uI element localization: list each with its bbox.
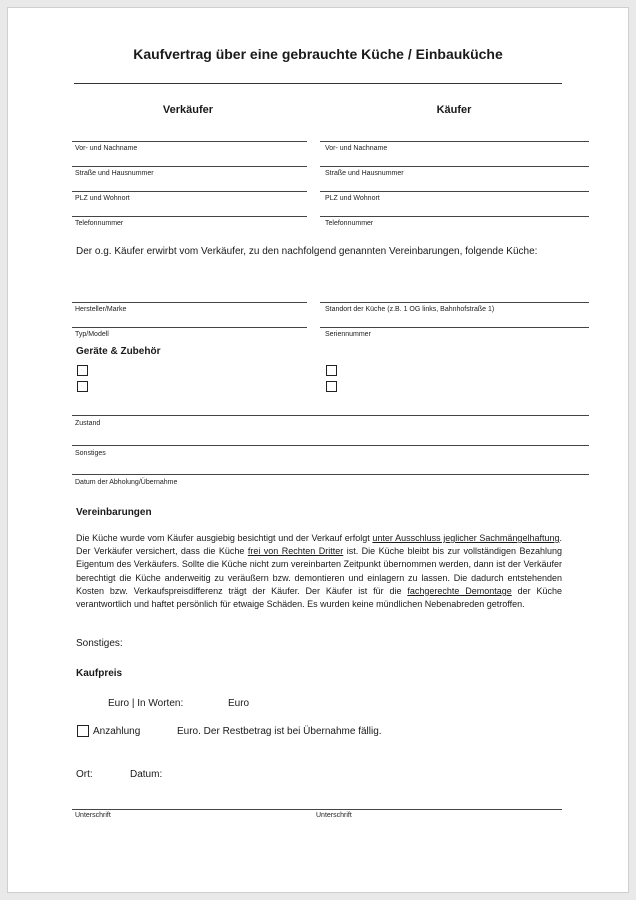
model-label: Typ/Modell [75, 331, 109, 338]
seller-street-label: Straße und Hausnummer [75, 170, 154, 177]
date-label: Datum: [130, 769, 163, 780]
device-checkbox-1[interactable] [77, 365, 88, 376]
pickup-label: Datum der Abholung/Übernahme [75, 479, 178, 486]
serial-label: Seriennummer [325, 331, 371, 338]
title-rule [74, 83, 562, 84]
agreement-text-3: ist. Die Küche bleibt bis zur vollständigen Bezahlung Eigentum des Verkäufers. Sollte die Küche nicht zum vereinbarten Zeitpunkt übernommen werden, dann ist der Verkäufer berechtigt die Küche anderweitig zu veräußern bzw. demontieren und einlagern zu lassen. Die dadurch entstehenden Kosten bzw. Verkaufspreisdifferenz trägt der Käufer. Der Käufer ist für die [76, 546, 563, 596]
buyer-name-line[interactable] [320, 141, 589, 142]
device-checkbox-4[interactable] [326, 381, 337, 392]
agreement-underline-1: unter Ausschluss jeglicher Sachmängelhaftung [372, 533, 560, 543]
pickup-line[interactable] [72, 474, 589, 475]
agreement-underline-3: fachgerechte Demontage [407, 585, 512, 596]
agreement-underline-2: frei von Rechten Dritter [247, 546, 344, 557]
seller-heading: Verkäufer [162, 104, 214, 116]
agreement-text-4: der Küche verantwortlich und haftet persönlich für etwaige Schäden. Es wurden keine mündlichen Nebenabreden getroffen. [76, 585, 562, 610]
deposit-label: Anzahlung [93, 726, 141, 737]
document-title: Kaufvertrag über eine gebrauchte Küche / Einbauküche [133, 46, 503, 62]
place-label: Ort: [76, 769, 93, 780]
seller-city-label: PLZ und Wohnort [75, 195, 130, 202]
buyer-phone-label: Telefonnummer [325, 220, 374, 227]
signature-right-label: Unterschrift [316, 812, 352, 819]
price-euro-words: Euro | In Worten: [108, 698, 184, 709]
seller-name-line[interactable] [72, 141, 307, 142]
model-line[interactable] [72, 327, 307, 328]
location-label: Standort der Küche (z.B. 1 OG links, Bahnhofstraße 1) [325, 306, 495, 313]
condition-line[interactable] [72, 415, 589, 416]
sonstiges-field: Sonstiges: [76, 638, 123, 649]
agreements-heading: Vereinbarungen [76, 507, 152, 518]
seller-phone-label: Telefonnummer [75, 220, 124, 227]
intro-text: Der o.g. Käufer erwirbt vom Verkäufer, zu den nachfolgend genannten Vereinbarungen, folgende Küche: [76, 246, 538, 257]
condition-label: Zustand [75, 420, 101, 427]
signature-line[interactable] [72, 809, 562, 810]
location-line[interactable] [320, 302, 589, 303]
seller-phone-line[interactable] [72, 216, 307, 217]
agreement-text-1: Die Küche wurde vom Käufer ausgiebig besichtigt und der Verkauf erfolgt [76, 533, 373, 543]
manufacturer-line[interactable] [72, 302, 307, 303]
devices-heading: Geräte & Zubehör [76, 346, 161, 357]
other-label: Sonstiges [75, 450, 106, 457]
deposit-checkbox[interactable] [77, 725, 89, 737]
buyer-street-line[interactable] [320, 166, 589, 167]
buyer-street-label: Straße und Hausnummer [325, 170, 404, 177]
buyer-phone-line[interactable] [320, 216, 589, 217]
buyer-city-line[interactable] [320, 191, 589, 192]
price-heading: Kaufpreis [76, 668, 123, 679]
serial-line[interactable] [320, 327, 589, 328]
manufacturer-label: Hersteller/Marke [75, 306, 127, 313]
signature-left-label: Unterschrift [75, 812, 111, 819]
buyer-city-label: PLZ und Wohnort [325, 195, 380, 202]
buyer-heading: Käufer [436, 104, 472, 116]
price-euro: Euro [228, 698, 250, 709]
seller-city-line[interactable] [72, 191, 307, 192]
agreements-paragraph [76, 532, 562, 611]
seller-name-label: Vor- und Nachname [75, 145, 138, 152]
other-line[interactable] [72, 445, 589, 446]
device-checkbox-2[interactable] [77, 381, 88, 392]
agreement-text-2: . Der Verkäufer versichert, dass die Küche [76, 533, 562, 557]
deposit-text: Euro. Der Restbetrag ist bei Übernahme fällig. [177, 726, 382, 737]
device-checkbox-3[interactable] [326, 365, 337, 376]
seller-street-line[interactable] [72, 166, 307, 167]
buyer-name-label: Vor- und Nachname [325, 145, 388, 152]
